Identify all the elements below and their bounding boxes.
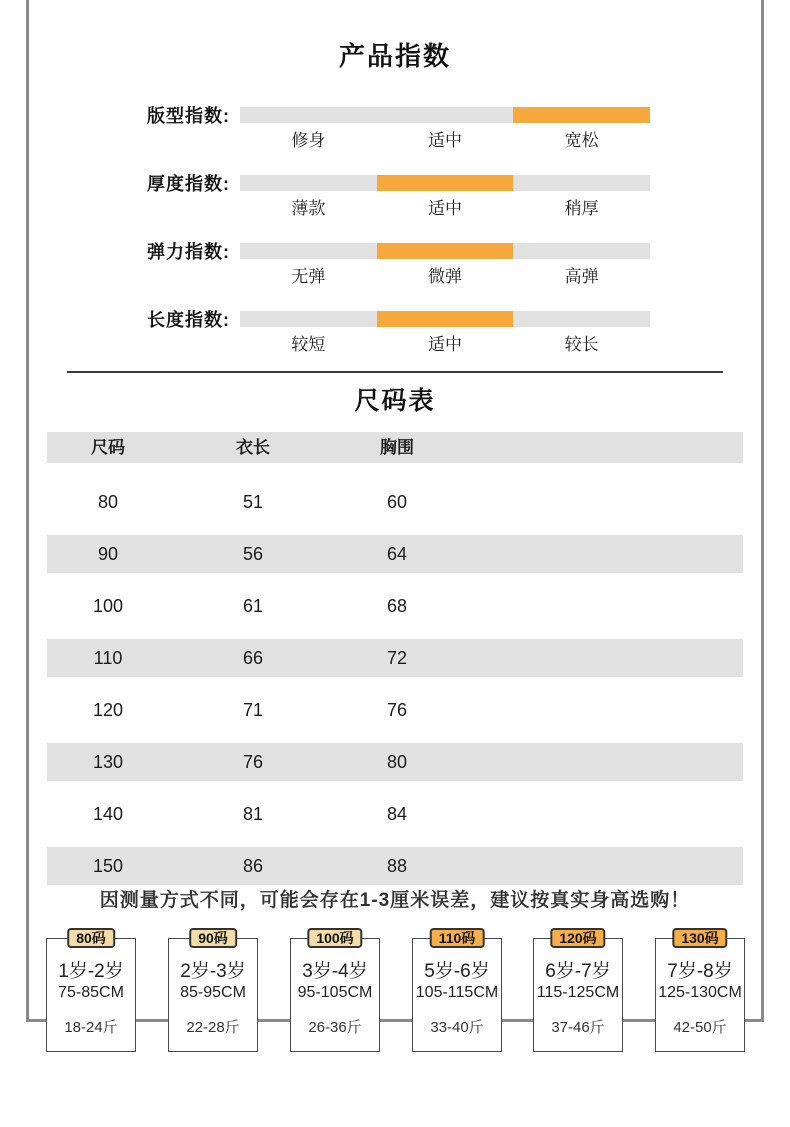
table-row [47, 736, 743, 788]
cell-chest: 76 [386, 700, 408, 720]
size-card-tag-4: 120码 [550, 928, 605, 948]
size-card-tag-1: 90码 [189, 928, 237, 948]
cell-size: 90 [97, 544, 119, 564]
bar-segment [377, 243, 514, 259]
table-row [47, 528, 743, 580]
size-card-120 [533, 930, 623, 1052]
table-row [47, 632, 743, 684]
weight-range: 33-40斤 [430, 1019, 484, 1036]
index-bar-2 [240, 243, 650, 259]
index-bar-1 [240, 175, 650, 191]
cell-chest: 80 [386, 752, 408, 772]
size-card-100 [290, 930, 380, 1052]
cell-chest: 84 [386, 804, 408, 824]
bar-segment [240, 175, 377, 191]
table-row [47, 476, 743, 528]
cell-size: 120 [92, 700, 124, 720]
age-range: 5岁-6岁 [424, 961, 490, 982]
cell-length: 71 [242, 700, 264, 720]
cell-length: 66 [242, 648, 264, 668]
weight-range: 22-28斤 [186, 1019, 240, 1036]
bar-segment [513, 175, 650, 191]
cell-length: 61 [242, 596, 264, 616]
age-range: 6岁-7岁 [545, 961, 611, 982]
weight-range: 42-50斤 [673, 1019, 727, 1036]
bar-segment [377, 311, 514, 327]
cell-size: 130 [92, 752, 124, 772]
index-option: 稍厚 [564, 199, 599, 218]
frame-border-right [761, 0, 764, 1022]
height-range: 105-115CM [415, 984, 499, 1001]
column-header-size: 尺码 [91, 438, 125, 457]
frame-border-left [26, 0, 29, 1022]
cell-length: 86 [242, 856, 264, 876]
index-option: 适中 [428, 335, 462, 354]
index-bar-0 [240, 107, 650, 123]
cell-length: 76 [242, 752, 264, 772]
bar-segment [513, 107, 650, 123]
size-table-title: 尺码表 [354, 387, 436, 415]
bar-segment [513, 311, 650, 327]
bar-segment [377, 175, 514, 191]
height-range: 115-125CM [536, 984, 620, 1001]
height-range: 125-130CM [658, 984, 742, 1001]
bar-segment [513, 243, 650, 259]
cell-size: 100 [92, 596, 124, 616]
index-bar-3 [240, 311, 650, 327]
index-options [240, 199, 650, 219]
bar-segment [240, 311, 377, 327]
index-label: 长度指数: [147, 310, 230, 330]
index-label: 弹力指数: [147, 242, 230, 262]
cell-length: 81 [242, 804, 264, 824]
weight-range: 26-36斤 [308, 1019, 362, 1036]
size-card-tag-3: 110码 [430, 928, 485, 948]
index-label: 厚度指数: [147, 174, 230, 194]
cell-chest: 60 [386, 492, 408, 512]
index-row-length [0, 311, 790, 373]
column-header-length: 衣长 [236, 438, 270, 457]
index-option: 适中 [428, 131, 462, 150]
cell-size: 80 [97, 492, 119, 512]
size-card-tag-5: 130码 [672, 928, 727, 948]
index-option: 宽松 [564, 131, 599, 150]
index-row-thickness [0, 175, 790, 237]
cell-size: 110 [93, 648, 123, 668]
bar-segment [240, 243, 377, 259]
age-range: 1岁-2岁 [58, 961, 124, 982]
table-row [47, 684, 743, 736]
size-card-80 [46, 930, 136, 1052]
size-table-header [47, 432, 743, 463]
age-range: 7岁-8岁 [667, 961, 733, 982]
index-option: 修身 [291, 131, 326, 150]
size-card-110 [412, 930, 502, 1052]
weight-range: 18-24斤 [64, 1019, 118, 1036]
index-option: 较短 [291, 335, 326, 354]
age-range: 3岁-4岁 [302, 961, 368, 982]
index-row-elasticity [0, 243, 790, 305]
index-option: 微弹 [428, 267, 462, 286]
index-options [240, 335, 650, 355]
bar-segment [377, 107, 514, 123]
bar-segment [240, 107, 377, 123]
table-row [47, 840, 743, 892]
size-card-tag-0: 80码 [67, 928, 115, 948]
section-divider [67, 371, 723, 373]
index-option: 无弹 [291, 267, 326, 286]
index-row-fit [0, 107, 790, 169]
size-card-130 [655, 930, 745, 1052]
cell-size: 140 [92, 804, 124, 824]
age-range: 2岁-3岁 [180, 961, 246, 982]
cell-chest: 68 [386, 596, 408, 616]
height-range: 95-105CM [297, 984, 373, 1001]
column-header-chest: 胸围 [380, 438, 414, 457]
table-row [47, 580, 743, 632]
height-range: 75-85CM [58, 984, 124, 1001]
weight-range: 37-46斤 [551, 1019, 605, 1036]
cell-length: 51 [242, 492, 264, 512]
cell-size: 150 [92, 856, 124, 876]
index-option: 高弹 [564, 267, 599, 286]
index-option: 较长 [564, 335, 599, 354]
index-option: 适中 [428, 199, 462, 218]
measurement-note: 因测量方式不同，可能会存在1-3厘米误差，建议按真实身高选购！ [99, 890, 691, 911]
index-label: 版型指数: [147, 106, 230, 126]
index-options [240, 131, 650, 151]
cell-chest: 72 [386, 648, 408, 668]
index-options [240, 267, 650, 287]
cell-chest: 64 [386, 544, 408, 564]
frame-border-bottom [26, 1019, 764, 1022]
index-option: 薄款 [291, 199, 326, 218]
table-row [47, 788, 743, 840]
cell-length: 56 [242, 544, 264, 564]
height-range: 85-95CM [180, 984, 246, 1001]
size-card-tag-2: 100码 [307, 928, 362, 948]
cell-chest: 88 [386, 856, 408, 876]
product-index-title: 产品指数 [338, 41, 451, 71]
size-card-90 [168, 930, 258, 1052]
